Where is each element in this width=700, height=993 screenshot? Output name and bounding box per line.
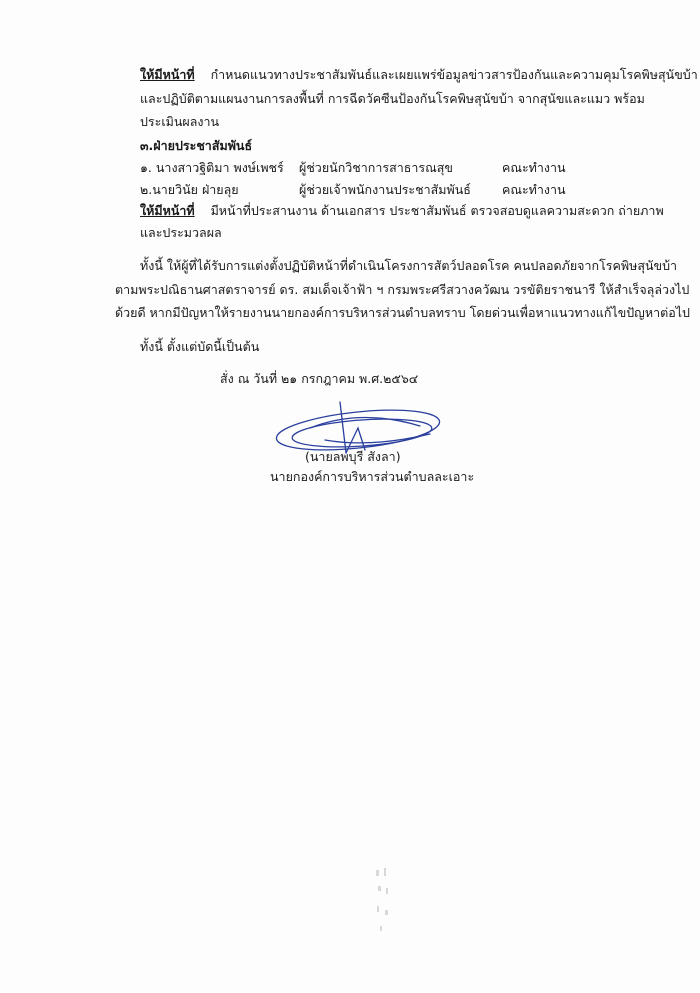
closing-line-2: ตามพระปณิธานศาสตราจารย์ ดร. สมเด็จเจ้าฟ้า ฯ กรมพระศรีสวางควัฒน วรขัติยราชนารี ให้สำเร็จลุล่วงไป bbox=[115, 282, 690, 297]
order-date: สั่ง ณ วันที่ ๒๑ กรกฎาคม พ.ศ.๒๕๖๔ bbox=[220, 371, 419, 386]
effective-statement: ทั้งนี้ ตั้งแต่บัดนี้เป็นต้น bbox=[140, 339, 260, 354]
section3-heading: ๓.ฝ่ายประชาสัมพันธ์ bbox=[140, 138, 253, 153]
closing-line-3: ด้วยดี หากมีปัญหาให้รายงานนายกองค์การบริหารส่วนตำบลทราบ โดยด่วนเพื่อหาแนวทางแก้ไขปัญหาต่อไป bbox=[115, 305, 690, 320]
member-1-position: ผู้ช่วยนักวิชาการสาธารณสุข bbox=[299, 160, 453, 175]
member-1-role: คณะทำงาน bbox=[502, 160, 566, 175]
section3-duty-line-2: และประมวลผล bbox=[140, 225, 222, 240]
section3-duty-text-1: มีหน้าที่ประสานงาน ด้านเอกสาร ประชาสัมพันธ์ ตรวจสอบดูแลความสะดวก ถ่ายภาพ bbox=[210, 203, 664, 218]
duty-paragraph-line-1 bbox=[140, 66, 698, 84]
duty-paragraph-line-2: และปฏิบัติตามแผนงานการลงพื้นที่ การฉีดวัคซีนป้องกันโรคพิษสุนัขบ้า จากสุนัขและแมว พร้อม bbox=[140, 91, 645, 106]
member-2-role: คณะทำงาน bbox=[502, 182, 566, 197]
signatory-name: (นายลพบุรี สังลา) bbox=[305, 449, 401, 464]
duty-text-1: กำหนดแนวทางประชาสัมพันธ์และเผยแพร่ข้อมูลข่าวสารป้องกันและความคุมโรคพิษสุนัขบ้า bbox=[210, 67, 698, 82]
closing-line-1: ทั้งนี้ ให้ผู้ที่ได้รับการแต่งตั้งปฏิบัติหน้าที่ดำเนินโครงการสัตว์ปลอดโรค คนปลอดภัยจากโรคพิษสุนัขบ้า bbox=[140, 258, 678, 273]
member-2-position: ผู้ช่วยเจ้าพนักงานประชาสัมพันธ์ bbox=[299, 182, 471, 197]
duty-label: ให้มีหน้าที่ bbox=[140, 67, 195, 82]
signatory-title: นายกองค์การบริหารส่วนตำบลละเอาะ bbox=[270, 469, 475, 484]
member-1-name: ๑. นางสาวฐิติมา พงษ์เพชร์ bbox=[140, 160, 284, 175]
member-2-name: ๒.นายวินัย ฝ่ายลุย bbox=[140, 182, 239, 197]
duty-paragraph-line-3: ประเมินผลงาน bbox=[140, 114, 220, 129]
scan-artifact bbox=[372, 866, 402, 946]
section3-duty-label: ให้มีหน้าที่ bbox=[140, 203, 195, 218]
section3-duty-line-1 bbox=[140, 202, 664, 220]
